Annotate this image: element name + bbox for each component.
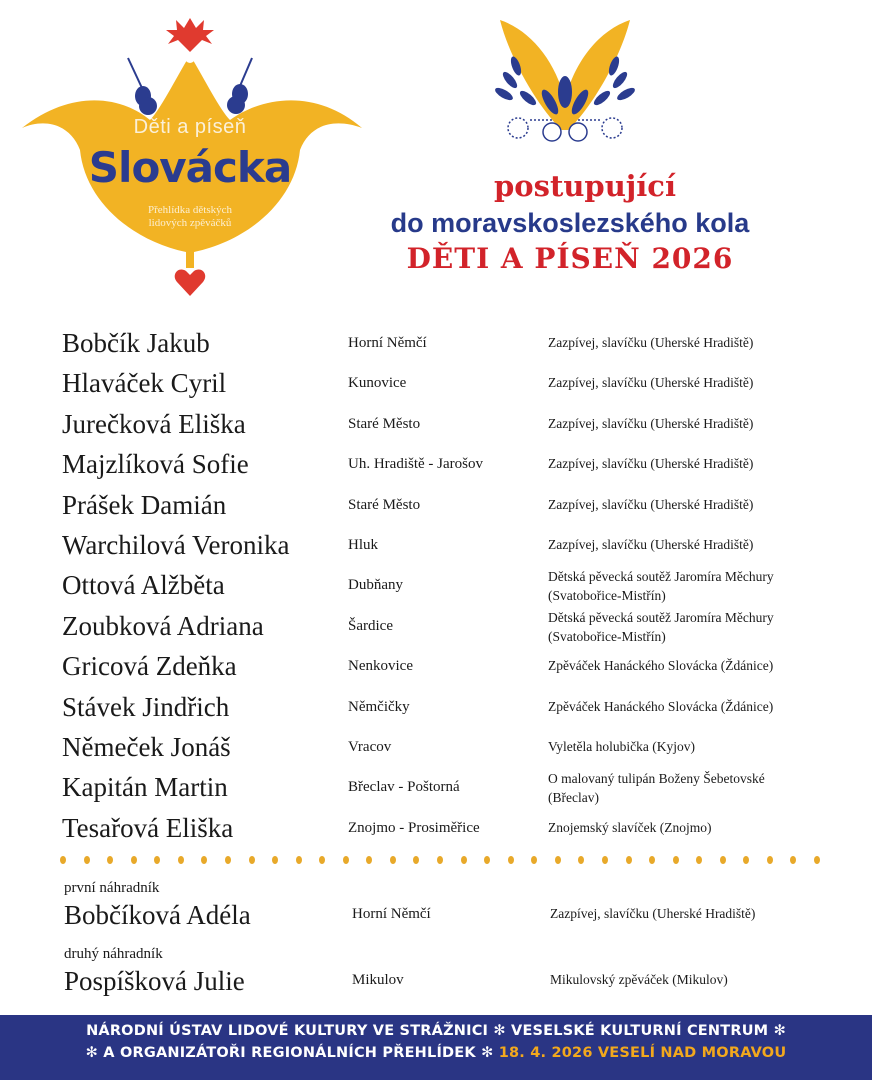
alternate-competition: Zazpívej, slavíčku (Uherské Hradiště) <box>550 906 756 921</box>
participant-place: Horní Němčí <box>348 335 427 351</box>
participant-competition <box>548 495 753 514</box>
participant-competition <box>548 656 773 675</box>
logo-subtitle-line1: Přehlídka dětských <box>147 204 232 216</box>
participant-name: Jurečková Eliška <box>62 408 246 439</box>
separator-dot <box>201 856 207 864</box>
competition-line: Zazpívej, slavíčku (Uherské Hradiště) <box>548 456 754 472</box>
separator-dot <box>249 856 255 864</box>
participant-row <box>62 324 842 364</box>
dotted-separator <box>60 856 820 868</box>
participant-row <box>62 768 842 808</box>
alternate-item <box>62 878 842 944</box>
asterisk-icon: ✻ <box>773 1023 786 1039</box>
participant-row <box>62 728 842 768</box>
participant-name: Hlaváček Cyril <box>62 368 227 399</box>
participant-row <box>62 364 842 404</box>
participant-place: Znojmo - Prosiměřice <box>348 819 480 836</box>
participant-place: Němčičky <box>348 698 410 715</box>
logo-title-line2: Slovácka <box>88 143 292 192</box>
competition-line: Zazpívej, slavíčku (Uherské Hradiště) <box>548 415 754 431</box>
heart-icon <box>175 270 206 296</box>
separator-dot <box>225 856 231 864</box>
competition-line: (Svatobořice-Mistřín) <box>548 588 666 604</box>
footer-organizer-3: A ORGANIZÁTOŘI REGIONÁLNÍCH PŘEHLÍDEK <box>103 1045 476 1061</box>
participant-competition <box>548 608 774 646</box>
separator-dot <box>673 856 679 864</box>
separator-dot <box>484 856 490 864</box>
participant-name: Ottová Alžběta <box>62 570 225 601</box>
participant-name: Warchilová Veronika <box>62 529 290 560</box>
separator-dot <box>296 856 302 864</box>
participant-row <box>62 566 842 606</box>
separator-dot <box>437 856 443 864</box>
competition-line: Zazpívej, slavíčku (Uherské Hradiště) <box>548 335 754 350</box>
separator-dot <box>178 856 184 864</box>
competition-line: (Břeclav) <box>548 790 599 806</box>
folk-leaves-emblem-icon <box>490 20 640 150</box>
participant-competition <box>548 454 753 473</box>
competition-line: Zazpívej, slavíčku (Uherské Hradiště) <box>548 375 754 391</box>
participant-competition <box>548 535 753 554</box>
participant-name: Bobčík Jakub <box>62 328 210 358</box>
footer-organizer-2: VESELSKÉ KULTURNÍ CENTRUM <box>511 1023 769 1039</box>
separator-dot <box>696 856 702 864</box>
participant-place: Šardice <box>348 617 393 634</box>
competition-line: Dětská pěvecká soutěž Jaromíra Měchury <box>548 609 774 625</box>
participant-row <box>62 486 842 526</box>
competition-line: Zpěváček Hanáckého Slovácka (Ždánice) <box>548 698 774 714</box>
separator-dot <box>743 856 749 864</box>
separator-dot <box>272 856 278 864</box>
alternate-name: Pospíšková Julie <box>64 966 245 996</box>
participant-place: Kunovice <box>348 375 407 392</box>
separator-dot <box>767 856 773 864</box>
footer-organizer-1: NÁRODNÍ ÚSTAV LIDOVÉ KULTURY VE STRÁŽNICI <box>86 1023 489 1039</box>
separator-dot <box>390 856 396 864</box>
alternate-place: Mikulov <box>352 972 404 988</box>
participant-place: Staré Město <box>348 496 421 513</box>
separator-dot <box>154 856 160 864</box>
participant-place: Vracov <box>348 738 392 755</box>
competition-line: (Svatobořice-Mistřín) <box>548 628 666 644</box>
headline <box>320 168 820 278</box>
competition-line: Zazpívej, slavíčku (Uherské Hradiště) <box>548 496 754 512</box>
separator-dot <box>649 856 655 864</box>
logo-subtitle-line2: lidových zpěváčků <box>148 217 232 229</box>
participant-place: Staré Město <box>348 415 421 432</box>
separator-dot <box>531 856 537 864</box>
separator-dot <box>461 856 467 864</box>
participant-name: Tesařová Eliška <box>62 812 234 843</box>
separator-dot <box>366 856 372 864</box>
separator-dot <box>60 856 66 864</box>
alternate-item <box>62 944 842 1010</box>
logo-subtitle <box>120 204 260 230</box>
footer-line2 <box>0 1045 872 1061</box>
footer-line1 <box>0 1023 872 1039</box>
headline-line2: do moravskoslezského kola <box>390 208 750 238</box>
alternate-competition: Mikulovský zpěváček (Mikulov) <box>550 972 728 987</box>
competition-line: Dětská pěvecká soutěž Jaromíra Měchury <box>548 569 774 585</box>
separator-dot <box>343 856 349 864</box>
competition-line: Zazpívej, slavíčku (Uherské Hradiště) <box>548 536 754 552</box>
participant-competition <box>548 737 695 756</box>
participant-competition <box>548 697 773 716</box>
participant-place: Dubňany <box>348 577 403 594</box>
participant-place: Uh. Hradiště - Jarošov <box>348 456 483 473</box>
separator-dot <box>578 856 584 864</box>
participant-competition <box>548 818 711 837</box>
footer-date-venue: 18. 4. 2026 VESELÍ NAD MORAVOU <box>498 1045 787 1061</box>
separator-dot <box>602 856 608 864</box>
separator-dot <box>131 856 137 864</box>
asterisk-icon: ✻ <box>481 1045 494 1061</box>
separator-dot <box>413 856 419 864</box>
violin-icon-right <box>227 58 252 114</box>
alternate-name: Bobčíková Adéla <box>64 900 251 930</box>
separator-dot <box>626 856 632 864</box>
separator-dot <box>790 856 796 864</box>
violin-icon-left <box>128 58 157 115</box>
separator-dot <box>107 856 113 864</box>
participant-competition <box>548 769 765 807</box>
participant-competition <box>548 333 753 352</box>
participant-name: Kapitán Martin <box>62 772 228 803</box>
participant-row <box>62 526 842 566</box>
participant-row <box>62 809 842 849</box>
alternate-place: Horní Němčí <box>352 906 431 922</box>
participant-row <box>62 647 842 687</box>
participant-row <box>62 688 842 728</box>
carnation-flower-icon <box>166 18 214 52</box>
participant-place: Nenkovice <box>348 658 413 675</box>
alternates-list <box>62 878 842 1010</box>
competition-line: Zpěváček Hanáckého Slovácka (Ždánice) <box>548 658 774 674</box>
participant-name: Gricová Zdeňka <box>62 651 237 682</box>
competition-line: O malovaný tulipán Boženy Šebetovské <box>548 771 765 787</box>
competition-line: Vyletěla holubička (Kyjov) <box>548 738 695 754</box>
separator-dot <box>508 856 514 864</box>
footer-banner <box>0 1015 872 1080</box>
participant-place: Hluk <box>348 536 378 553</box>
separator-dot <box>720 856 726 864</box>
participant-name: Stávek Jindřich <box>62 691 230 722</box>
participant-name: Němeček Jonáš <box>62 731 231 762</box>
alternate-label: druhý náhradník <box>64 946 163 962</box>
participant-row <box>62 445 842 485</box>
participant-name: Zoubková Adriana <box>62 610 264 641</box>
separator-dot <box>319 856 325 864</box>
logo-title-line1: Děti a píseň <box>133 116 247 138</box>
participants-list <box>62 324 842 849</box>
asterisk-icon: ✻ <box>493 1023 506 1039</box>
participant-competition <box>548 373 753 392</box>
participant-competition <box>548 567 774 605</box>
competition-line: Znojemský slavíček (Znojmo) <box>548 819 712 835</box>
separator-dot <box>814 856 820 864</box>
asterisk-icon: ✻ <box>85 1045 99 1061</box>
participant-name: Majzlíková Sofie <box>62 449 249 480</box>
headline-line3: DĚTI A PÍSEŇ 2026 <box>406 242 734 275</box>
alternate-label: první náhradník <box>64 880 160 896</box>
headline-line1: postupující <box>494 169 676 203</box>
separator-dot <box>84 856 90 864</box>
participant-row <box>62 607 842 647</box>
participant-competition <box>548 414 753 433</box>
participant-name: Prášek Damián <box>62 489 227 520</box>
participant-row <box>62 405 842 445</box>
participant-place: Břeclav - Poštorná <box>348 779 460 796</box>
separator-dot <box>555 856 561 864</box>
